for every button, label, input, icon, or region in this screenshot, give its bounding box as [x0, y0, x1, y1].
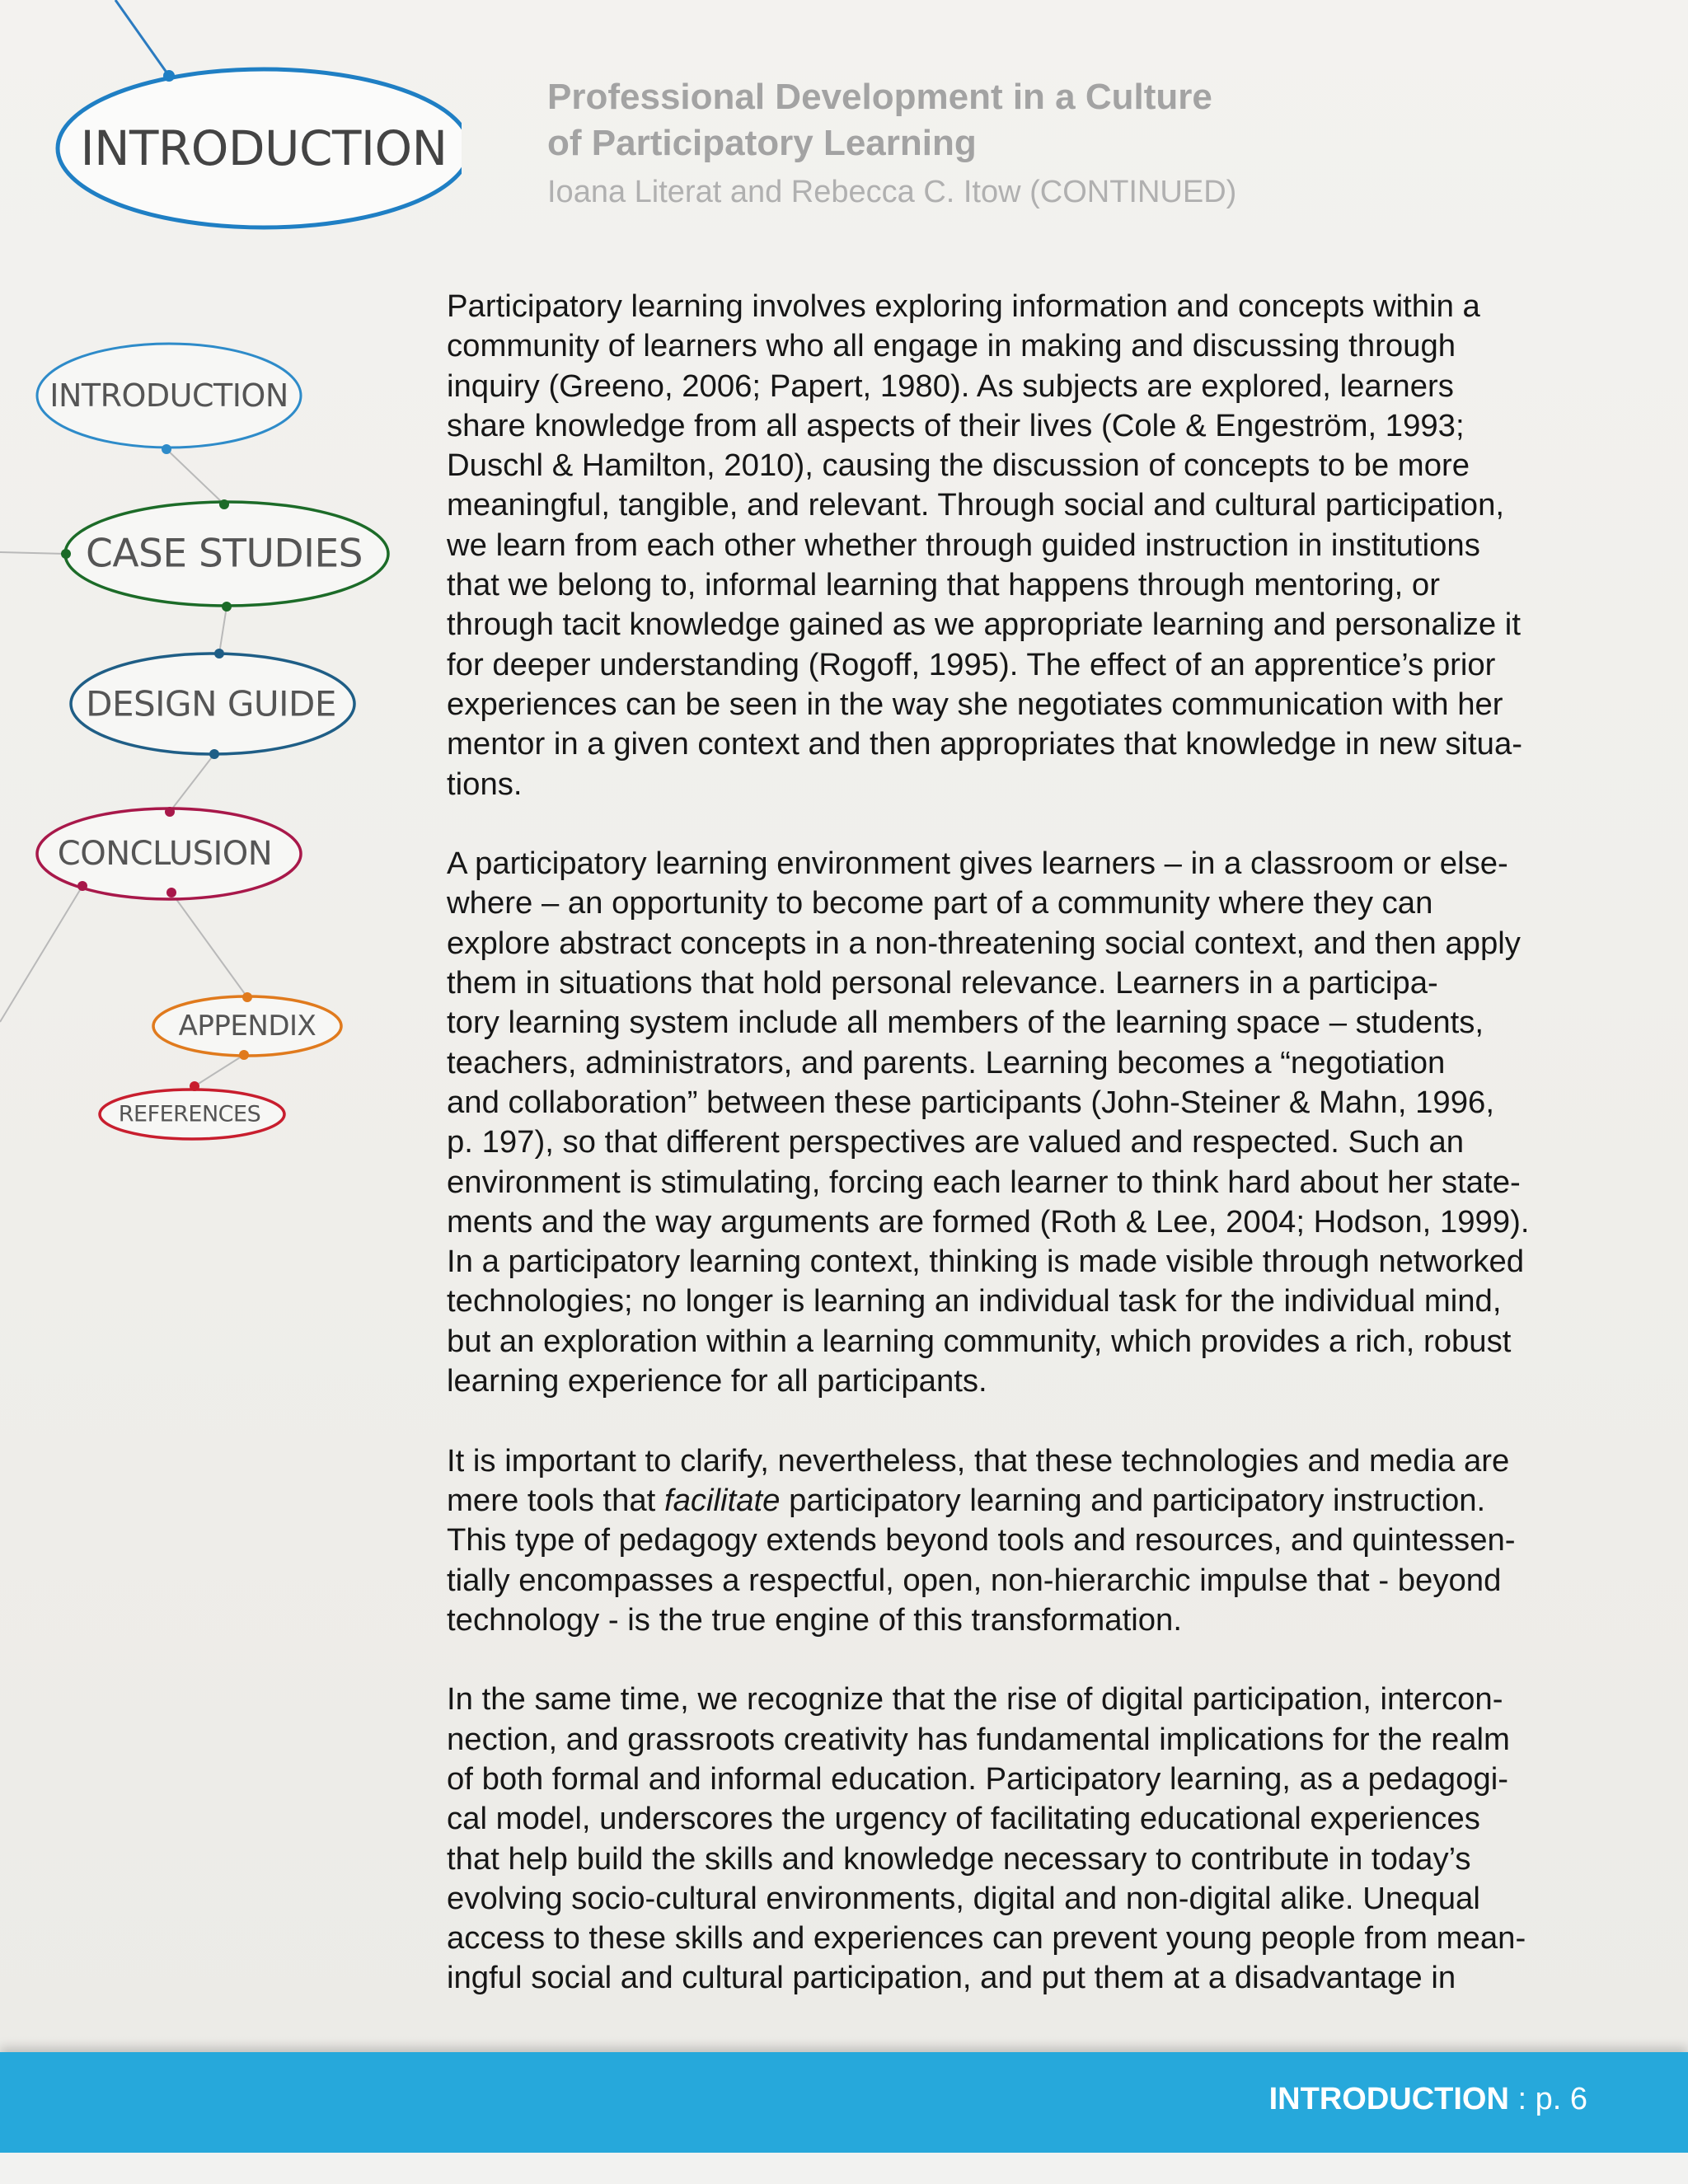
nav-appendix[interactable]: APPENDIX [178, 1010, 316, 1043]
footer-section[interactable]: INTRODUCTION [1268, 2082, 1509, 2116]
text-line: evolving socio-cultural environments, digital and non-digital alike. Unequal [447, 1880, 1480, 1916]
paragraph-1 [447, 287, 1597, 804]
nav-conclusion[interactable]: CONCLUSION [57, 835, 273, 873]
nav-case-studies[interactable]: CASE STUDIES [86, 531, 363, 577]
text-line: explore abstract concepts in a non-threatening social context, and then apply [447, 925, 1521, 961]
text-line: In a participatory learning context, thinking is made visible through networked [447, 1244, 1525, 1280]
text-line: cal model, underscores the urgency of facilitating educational experiences [447, 1801, 1480, 1837]
article-header [547, 74, 1236, 210]
text-segment: participatory learning and participatory instruction. [780, 1482, 1486, 1518]
nav-introduction[interactable]: INTRODUCTION [49, 377, 288, 414]
text-line: share knowledge from all aspects of their lives (Cole & Engeström, 1993; [447, 407, 1465, 443]
text-line: for deeper understanding (Rogoff, 1995). The effect of an apprentice’s prior [447, 646, 1496, 682]
text-line: teachers, administrators, and parents. Learning becomes a “negotiation [447, 1044, 1446, 1080]
paragraph-2 [447, 844, 1597, 1401]
text-line: p. 197), so that different perspectives are valued and respected. Such an [447, 1124, 1465, 1160]
text-line: nection, and grassroots creativity has fundamental implications for the realm [447, 1721, 1510, 1757]
footer-page-number: : p. 6 [1508, 2082, 1587, 2116]
text-line: inquiry (Greeno, 2006; Papert, 1980). As subjects are explored, learners [447, 368, 1454, 404]
article-title [547, 74, 1236, 166]
text-line: In the same time, we recognize that the rise of digital participation, intercon- [447, 1681, 1503, 1718]
text-line [447, 1481, 1597, 1521]
text-line: It is important to clarify, nevertheless, that these technologies and media are [447, 1442, 1510, 1479]
text-line: where – an opportunity to become part of a community where they can [447, 885, 1433, 921]
text-line: tions. [447, 766, 523, 802]
bottom-margin [0, 2153, 1688, 2184]
nav-main-introduction[interactable]: INTRODUCTION [80, 120, 448, 176]
emphasis-facilitate: facilitate [663, 1482, 781, 1518]
page-indicator [1269, 2082, 1587, 2117]
text-line: of both formal and informal education. Participatory learning, as a pedagogi- [447, 1760, 1508, 1797]
text-line: tially encompasses a respectful, open, non-hierarchic impulse that - beyond [447, 1562, 1502, 1598]
text-line: that we belong to, informal learning that happens through mentoring, or [447, 567, 1440, 603]
text-line: meaningful, tangible, and relevant. Through social and cultural participation, [447, 487, 1505, 523]
text-line: through tacit knowledge gained as we appropriate learning and personalize it [447, 607, 1521, 643]
text-segment: mere tools that [447, 1482, 664, 1518]
text-line: ingful social and cultural participation, and put them at a disadvantage in [447, 1960, 1456, 1996]
text-line: Duschl & Hamilton, 2010), causing the discussion of concepts to be more [447, 448, 1470, 484]
nav-references[interactable]: REFERENCES [118, 1101, 261, 1127]
text-line: we learn from each other whether through guided instruction in institutions [447, 527, 1480, 563]
text-line: ments and the way arguments are formed (Roth & Lee, 2004; Hodson, 1999). [447, 1203, 1530, 1240]
text-line: and collaboration” between these participants (John-Steiner & Mahn, 1996, [447, 1084, 1494, 1120]
article-body [447, 287, 1597, 2038]
text-line: experiences can be seen in the way she negotiates communication with her [447, 686, 1503, 722]
text-line: learning experience for all participants. [447, 1363, 987, 1399]
text-line: tory learning system include all members of the learning space – students, [447, 1005, 1484, 1041]
nav-design-guide[interactable]: DESIGN GUIDE [86, 683, 336, 724]
text-line: environment is stimulating, forcing each learner to think hard about her state- [447, 1164, 1521, 1200]
paragraph-4 [447, 1680, 1597, 1998]
text-line: mentor in a given context and then appropriates that knowledge in new situa- [447, 726, 1523, 762]
text-line: them in situations that hold personal relevance. Learners in a participa- [447, 965, 1438, 1001]
text-line: that help build the skills and knowledge necessary to contribute in today’s [447, 1840, 1471, 1877]
text-line: Participatory learning involves exploring information and concepts within a [447, 288, 1480, 324]
paragraph-3 [447, 1441, 1597, 1640]
text-line: access to these skills and experiences can prevent young people from mean- [447, 1920, 1526, 1957]
article-authors: Ioana Literat and Rebecca C. Itow (CONTINUED) [547, 175, 1237, 209]
text-line: technologies; no longer is learning an individual task for the individual mind, [447, 1283, 1502, 1319]
text-line: but an exploration within a learning community, which provides a rich, robust [447, 1323, 1512, 1359]
text-line: A participatory learning environment gives learners – in a classroom or else- [447, 846, 1508, 882]
text-line: This type of pedagogy extends beyond tools and resources, and quintessen- [447, 1522, 1516, 1558]
footer-bar [0, 2052, 1688, 2153]
title-line-2: of Participatory Learning [547, 123, 977, 163]
text-line: community of learners who all engage in making and discussing through [447, 328, 1456, 364]
text-line: technology - is the true engine of this transformation. [447, 1601, 1182, 1638]
title-line-1: Professional Development in a Culture [547, 77, 1212, 117]
